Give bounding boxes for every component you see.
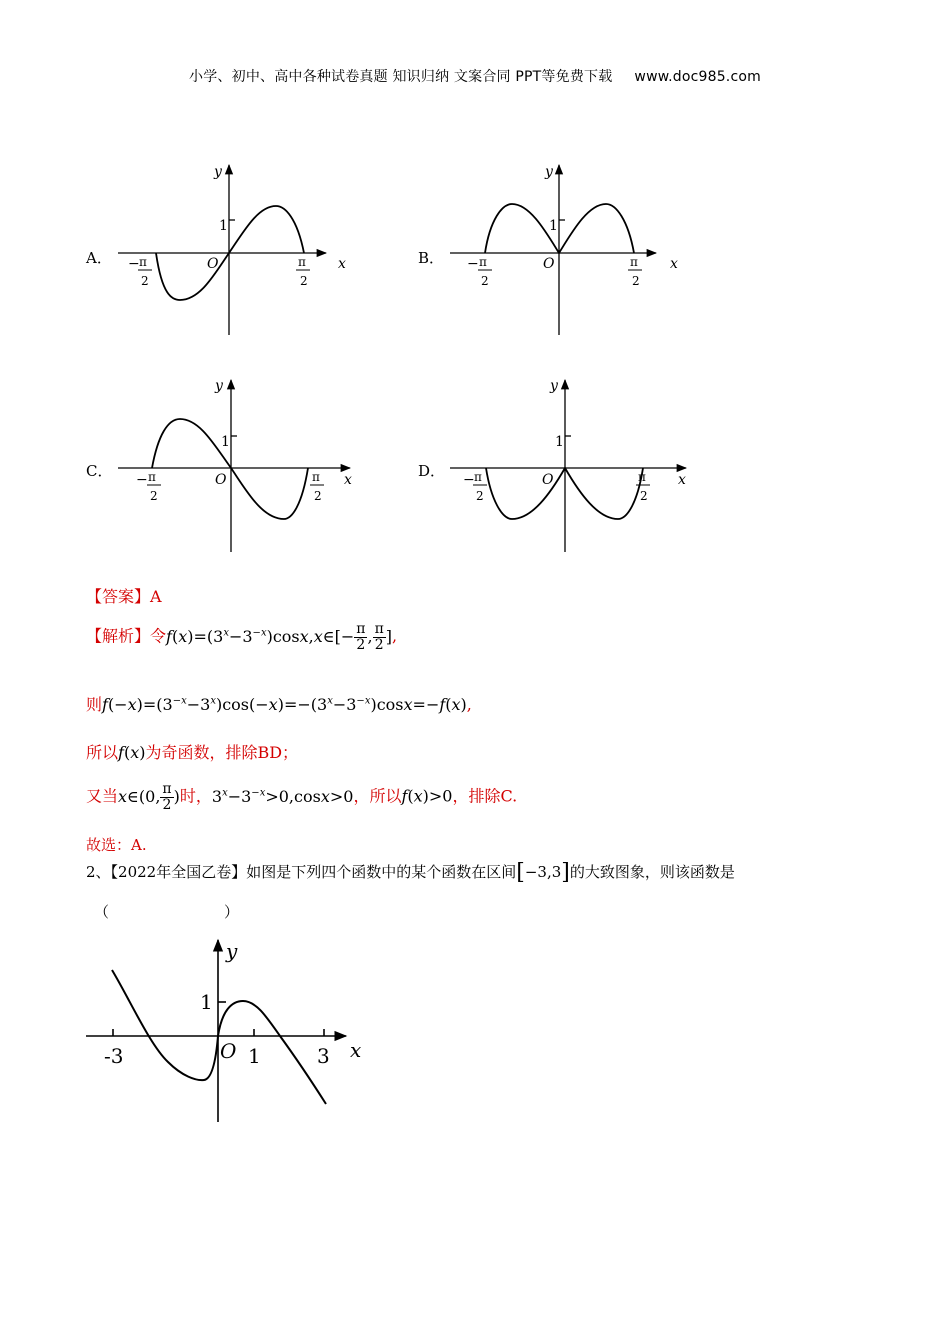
graph-b-pos-pi: π bbox=[630, 255, 638, 269]
graph-c-neg-sign: − bbox=[136, 472, 148, 488]
page-header bbox=[0, 66, 950, 86]
q2-origin: O bbox=[220, 1039, 237, 1063]
graph-c bbox=[118, 380, 350, 552]
q2-x-one: 1 bbox=[248, 1044, 261, 1068]
graph-d-y-label: y bbox=[550, 378, 558, 394]
q2-curve bbox=[112, 970, 326, 1104]
graph-b-one: 1 bbox=[549, 218, 558, 234]
q2-text-after: 的大致图象，则该函数是 bbox=[569, 863, 735, 881]
formula-positive: $3^x-3^{-x}>0,\cos x>0$ bbox=[211, 786, 354, 806]
graph-d-x-label: x bbox=[678, 472, 686, 488]
q2-interval: −3,3 bbox=[524, 863, 562, 881]
option-d-label: D． bbox=[418, 462, 446, 480]
graph-d bbox=[450, 380, 686, 552]
graph-c-one: 1 bbox=[221, 434, 230, 450]
header-site: www.doc985.com bbox=[634, 69, 761, 85]
graph-a-neg-two: 2 bbox=[141, 274, 149, 288]
analysis-youdang: 又当 bbox=[86, 786, 119, 806]
option-b-label: B． bbox=[418, 249, 445, 267]
graph-d-neg-two: 2 bbox=[476, 489, 484, 503]
question-2: 2、【2022年全国乙卷】如图是下列四个函数中的某个函数在区间[−3,3]的大致图象，则该函数是 bbox=[86, 860, 735, 885]
formula-definition: $f(x)=(3^x-3^{-x})\cos x,x\in[-$ $\frac{\pi}{2}$ , $\frac{\pi}{2}$ ] bbox=[166, 621, 393, 653]
graph-a-pos-two: 2 bbox=[300, 274, 308, 288]
answer-paren-open: （ bbox=[94, 903, 110, 921]
graph-d-one: 1 bbox=[555, 434, 564, 450]
analysis-ze: 则 bbox=[86, 695, 103, 714]
analysis-suoyi2: ，所以 bbox=[353, 786, 402, 806]
graph-c-y-label: y bbox=[215, 378, 223, 394]
answer-value: A bbox=[150, 587, 162, 606]
graph-b-x-label: x bbox=[670, 256, 678, 272]
graph-c-x-label: x bbox=[344, 472, 352, 488]
answer-tag: 【答案】 bbox=[86, 587, 151, 606]
graph-b-neg-sign: − bbox=[467, 256, 479, 272]
graph-c-curve bbox=[152, 419, 308, 519]
analysis-tag: 【解析】 bbox=[86, 626, 151, 646]
answer-paren-close: ） bbox=[224, 903, 240, 921]
formula-odd-check: $f(-x)=(3^{-x}-3^x)\cos(-x)=-(3^x-3^{-x})\cos x=-f(x)$ bbox=[102, 695, 467, 714]
analysis-line-3 bbox=[86, 740, 298, 763]
graph-b-neg-two: 2 bbox=[481, 274, 489, 288]
graph-c-neg-pi: π bbox=[148, 470, 156, 484]
option-graphs bbox=[0, 150, 950, 560]
graph-d-neg-sign: − bbox=[463, 472, 475, 488]
graph-d-pos-two: 2 bbox=[640, 489, 648, 503]
header-text: 小学、初中、高中各种试卷真题 知识归纳 文案合同 PPT等免费下载 bbox=[189, 69, 613, 85]
q2-number: 2、 bbox=[86, 863, 111, 881]
graph-b-origin: O bbox=[543, 256, 555, 272]
option-a-label: A． bbox=[86, 249, 112, 267]
formula-interval: x∈(0, $\frac{\pi}{2}$ ) bbox=[118, 781, 180, 813]
graph-c-pos-pi: π bbox=[312, 470, 320, 484]
graph-c-neg-two: 2 bbox=[150, 489, 158, 503]
analysis-suoyi: 所以 bbox=[86, 743, 119, 762]
graph-a-y-label: y bbox=[214, 164, 222, 180]
analysis-shi: 时， bbox=[179, 786, 212, 806]
graph-b-pos-two: 2 bbox=[632, 274, 640, 288]
graph-b-y-label: y bbox=[545, 164, 553, 180]
graph-d-pos-pi: π bbox=[638, 470, 646, 484]
graph-a-origin: O bbox=[207, 256, 219, 272]
q2-graph bbox=[0, 930, 420, 1130]
formula-fx-positive: f(x)>0 bbox=[401, 786, 453, 806]
graph-a-neg-sign: − bbox=[128, 256, 140, 272]
graph-b bbox=[450, 165, 656, 335]
graph-d-neg-pi: π bbox=[474, 470, 482, 484]
q2-x-three: 3 bbox=[317, 1044, 330, 1068]
analysis-line-4 bbox=[86, 782, 517, 812]
graph-c-origin: O bbox=[215, 472, 227, 488]
graph-a-pos-pi: π bbox=[298, 255, 306, 269]
analysis-line-2: 则$f(-x)=(3^{-x}-3^x)\cos(-x)=-(3^x-3^{-x})\cos x=-f(x)$, bbox=[86, 695, 472, 714]
q2-y-label: y bbox=[226, 939, 238, 963]
q2-text-before: 如图是下列四个函数中的某个函数在区间 bbox=[246, 863, 517, 881]
analysis-odd: 为奇函数，排除BD； bbox=[145, 743, 299, 762]
graph-a-one: 1 bbox=[219, 218, 228, 234]
graph-a bbox=[118, 165, 326, 335]
graph-a-x-label: x bbox=[338, 256, 346, 272]
q2-source: 【2022年全国乙卷】 bbox=[110, 863, 247, 881]
graph-a-neg-pi: π bbox=[139, 255, 147, 269]
formula-fx: f(x) bbox=[118, 743, 146, 762]
q2-x-neg3: -3 bbox=[104, 1044, 124, 1068]
graph-b-neg-pi: π bbox=[479, 255, 487, 269]
analysis-ling: 令 bbox=[150, 626, 167, 646]
conclusion: 故选：A. bbox=[86, 836, 147, 854]
graph-c-pos-two: 2 bbox=[314, 489, 322, 503]
answer-line bbox=[86, 584, 162, 607]
analysis-exclude-c: ，排除C. bbox=[452, 786, 518, 806]
option-c-label: C． bbox=[86, 462, 113, 480]
q2-x-label: x bbox=[350, 1038, 362, 1062]
graph-d-origin: O bbox=[542, 472, 554, 488]
analysis-line-1: 【解析】令$f(x)=(3^x-3^{-x})\cos x,x\in[-$ $\frac{\pi}{2}$ , $\frac{\pi}{2}$ ], bbox=[86, 621, 398, 653]
q2-y-one: 1 bbox=[200, 990, 213, 1014]
